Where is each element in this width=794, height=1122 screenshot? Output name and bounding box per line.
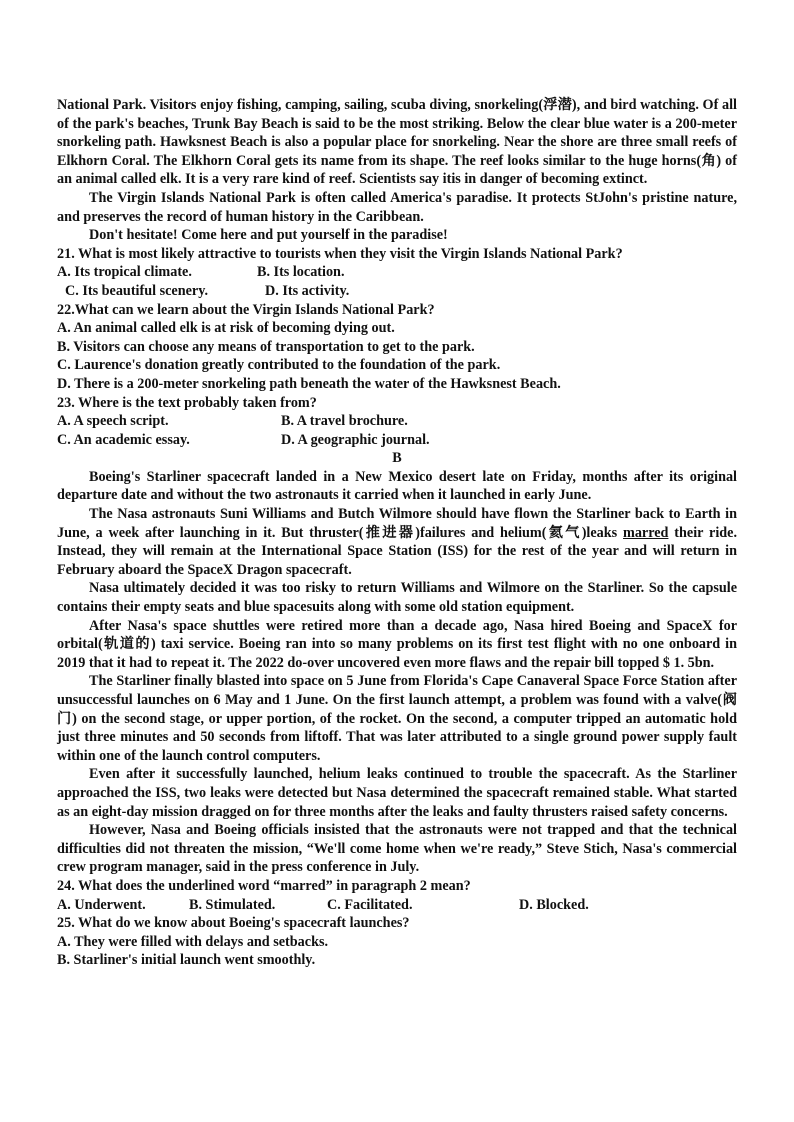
question-22-stem: 22.What can we learn about the Virgin Islands National Park?: [57, 301, 435, 318]
passage-b-paragraph-2: [57, 505, 737, 579]
question-22-option-b: B. Visitors can choose any means of transportation to get to the park.: [57, 338, 475, 355]
question-21-options-row-1: [57, 263, 737, 282]
question-22-option-a: A. An animal called elk is at risk of becoming dying out.: [57, 320, 395, 337]
question-22-option-d: D. There is a 200-meter snorkeling path beneath the water of the Hawksnest Beach.: [57, 375, 561, 392]
passage-a-paragraph: The Virgin Islands National Park is often called America's paradise. It protects StJohn's pristine nature, and preserves the record of human history in the Caribbean.: [57, 189, 737, 225]
question-23-option-b: B. A travel brochure.: [281, 413, 408, 430]
underlined-word-marred: marred: [623, 524, 669, 541]
section-b-heading: B: [392, 450, 402, 467]
question-25-stem: 25. What do we know about Boeing's spacecraft launches?: [57, 915, 410, 932]
question-23-options-row-2: [57, 431, 737, 450]
passage-a-paragraph: Don't hesitate! Come here and put yourself in the paradise!: [89, 227, 448, 244]
passage-b-paragraph-6: Even after it successfully launched, helium leaks continued to trouble the spacecraft. As the Starliner approached the ISS, two leaks were detected but Nasa determined the spacecraft remained stable. What started as an eight-day mission dragged on for three months after the leaks and faulty thrusters raised safety concerns.: [57, 766, 737, 820]
question-21-stem: 21. What is most likely attractive to tourists when they visit the Virgin Islands National Park?: [57, 245, 623, 262]
question-25-option-b: B. Starliner's initial launch went smoothly.: [57, 952, 316, 969]
passage-b-paragraph-3: Nasa ultimately decided it was too risky to return Williams and Wilmore on the Starliner. So the capsule contains their empty seats and blue spacesuits along with some old station equipment.: [57, 580, 737, 616]
question-24-option-b: B. Stimulated.: [189, 896, 276, 913]
passage-b-paragraph-4: After Nasa's space shuttles were retired more than a decade ago, Nasa hired Boeing and SpaceX for orbital(轨道的) taxi service. Boeing ran into so many problems on its first test flight with no one onboard in 2019 that it had to repeat it. The 2022 do-over uncovered even more flaws and the repair bill topped $ 1. 5bn.: [57, 617, 737, 671]
question-24-stem: 24. What does the underlined word “marred” in paragraph 2 mean?: [57, 877, 471, 894]
passage-a-paragraph: National Park. Visitors enjoy fishing, camping, sailing, scuba diving, snorkeling(浮潜), and bird watching. Of all of the park's beaches, Trunk Bay Beach is said to be the most striking. Below the clear blue water is a 200-meter snorkeling path. Hawksnest Beach is also a popular place for snorkeling. Near the shore are three small reefs of Elkhorn Coral. The Elkhorn Coral gets its name from its shape. The reef looks similar to the huge horns(角) of an animal called elk. It is a very rare kind of reef. Scientists say itis in danger of becoming extinct.: [57, 97, 737, 188]
question-21-option-b: B. Its location.: [257, 264, 345, 281]
question-24-option-c: C. Facilitated.: [327, 896, 413, 913]
question-24-option-d: D. Blocked.: [519, 896, 589, 913]
question-21-option-a: A. Its tropical climate.: [57, 264, 192, 281]
question-21-option-c: C. Its beautiful scenery.: [65, 282, 209, 299]
passage-b-paragraph-7: However, Nasa and Boeing officials insisted that the astronauts were not trapped and that the technical difficulties did not threaten the mission, “We'll come home when we're ready,” Steve Stich, Nasa's commercial crew program manager, said in the press conference in July.: [57, 822, 737, 876]
passage-b-paragraph-1: Boeing's Starliner spacecraft landed in a New Mexico desert late on Friday, months after its original departure date and without the two astronauts it carried when it launched in early June.: [57, 468, 737, 504]
question-21-option-d: D. Its activity.: [265, 282, 350, 299]
passage-b-paragraph-2-end: their ride. Instead, they will remain at the International Space Station (ISS) for the rest of the year and will return in February aboard the SpaceX Dragon spacecraft.: [57, 524, 737, 578]
question-23-stem: 23. Where is the text probably taken from?: [57, 394, 317, 411]
question-24-options: [57, 896, 737, 915]
exam-page: [57, 96, 737, 970]
question-23-option-c: C. An academic essay.: [57, 431, 190, 448]
question-25-option-a: A. They were filled with delays and setbacks.: [57, 933, 329, 950]
question-23-option-d: D. A geographic journal.: [281, 431, 430, 448]
question-24-option-a: A. Underwent.: [57, 896, 146, 913]
question-21-options-row-2: [57, 282, 737, 301]
question-23-option-a: A. A speech script.: [57, 413, 169, 430]
question-22-option-c: C. Laurence's donation greatly contributed to the foundation of the park.: [57, 357, 501, 374]
question-23-options-row-1: [57, 412, 737, 431]
passage-b-paragraph-2-start: The Nasa astronauts Suni Williams and Butch Wilmore should have flown the Starliner back to Earth in June, a week after launching in it. But thruster(推进器)failures and helium(氦气)leaks: [57, 506, 737, 541]
passage-b-paragraph-5: The Starliner finally blasted into space on 5 June from Florida's Cape Canaveral Space Force Station after unsuccessful launches on 6 May and 1 June. On the first launch attempt, a problem was found with a valve(阀门) on the second stage, or upper portion, of the rocket. On the second, a computer tripped an automatic hold just three minutes and 50 seconds from liftoff. That was later attributed to a single ground power supply fault within one of the launch control computers.: [57, 673, 737, 764]
